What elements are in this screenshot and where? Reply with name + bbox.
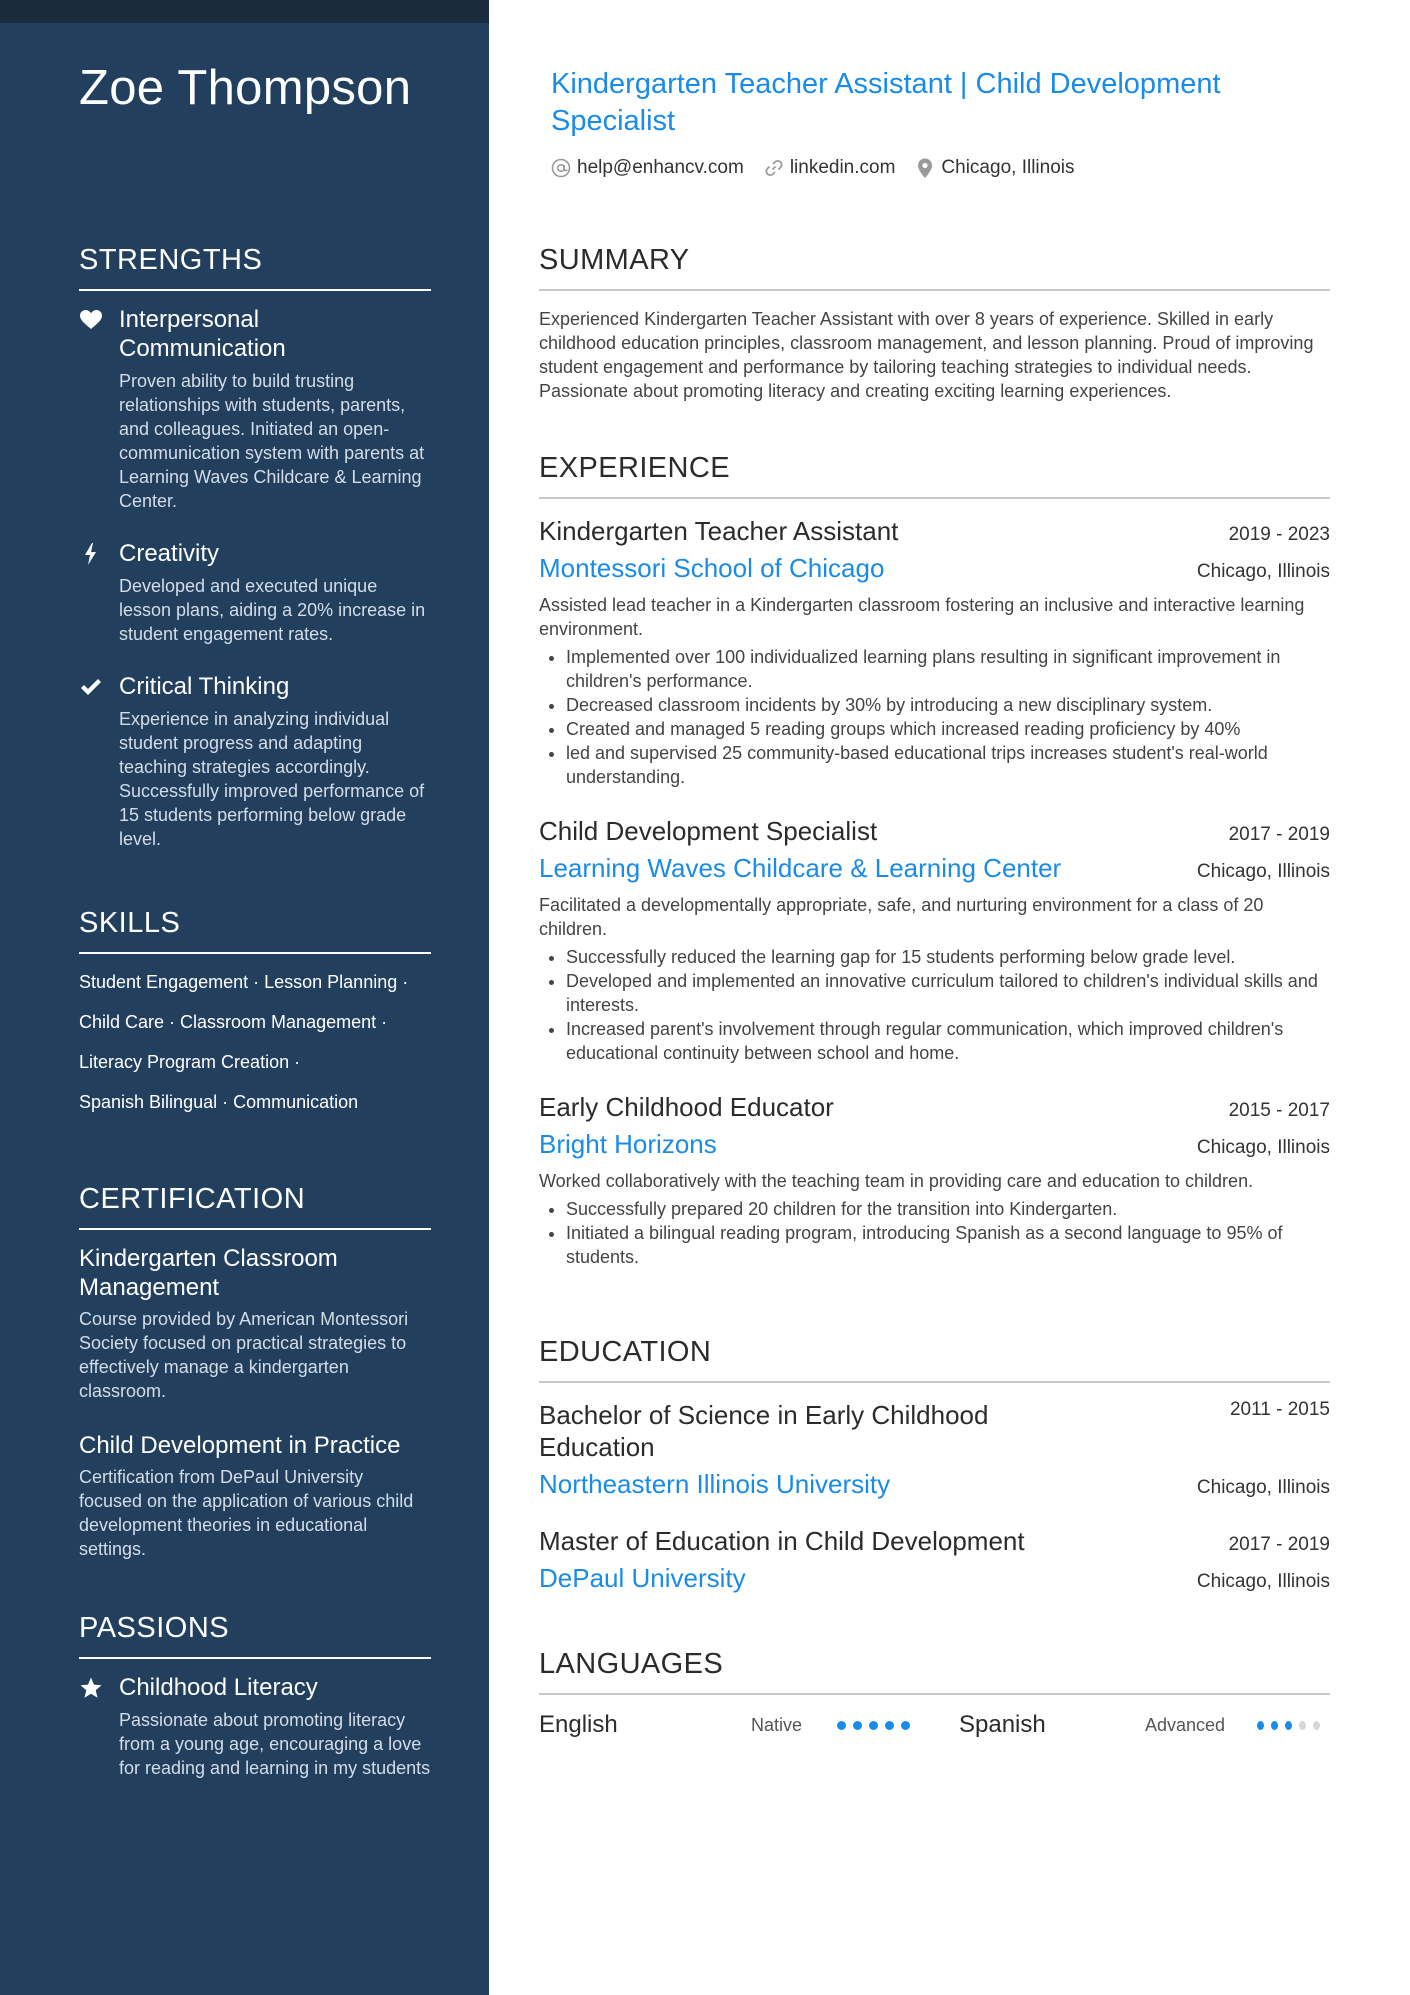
rating-dot-empty bbox=[1313, 1721, 1320, 1730]
job-company: Montessori School of Chicago bbox=[539, 553, 885, 583]
rating-dot-filled bbox=[885, 1721, 894, 1730]
language-rating bbox=[837, 1721, 949, 1730]
education-degree: Master of Education in Child Development bbox=[539, 1526, 1025, 1556]
certification-title: Child Development in Practice bbox=[79, 1432, 401, 1459]
strength-description: Proven ability to build trusting relationships with students, parents, and colleagues. Initiated an open-communication system with parents at Learning Waves Childcare & Learning Center. bbox=[119, 371, 425, 511]
skills-line: Child Care · Classroom Management · bbox=[79, 1012, 388, 1032]
job-bullet: • Successfully reduced the learning gap for 15 students performing below grade level. bbox=[566, 945, 1330, 969]
certification-description: Course provided by American Montessori Society focused on practical strategies to effectively manage a kindergarten classroom. bbox=[79, 1309, 409, 1401]
job-bullet: • led and supervised 25 community-based educational trips increases student's real-world understanding. bbox=[566, 741, 1330, 789]
heart-icon bbox=[79, 308, 103, 332]
language-name: English bbox=[539, 1711, 618, 1738]
rating-dot-empty bbox=[1299, 1721, 1306, 1730]
rating-dot-filled bbox=[869, 1721, 878, 1730]
strength-description: Experience in analyzing individual student progress and adapting teaching strategies accordingly. Successfully improved performance of 15 students performing below grade level. bbox=[119, 709, 425, 849]
job-title: Kindergarten Teacher Assistant bbox=[539, 516, 899, 546]
rating-dot-filled bbox=[1285, 1721, 1292, 1730]
summary-text: Experienced Kindergarten Teacher Assistant with over 8 years of experience. Skilled in early childhood education principles, classroom management, and lesson planning. Proud of improving student engagement and performance by tailoring teaching strategies to individual needs. Passionate about promoting literacy and creating exciting learning experiences. bbox=[539, 309, 1314, 401]
language-level: Native bbox=[751, 1714, 803, 1735]
education-degree: Bachelor of Science in Early Childhood Education bbox=[539, 1400, 989, 1462]
job-dates: 2015 - 2017 bbox=[1228, 1100, 1330, 1121]
contact-linkedin-text: linkedin.com bbox=[789, 157, 896, 178]
job-location: Chicago, Illinois bbox=[1196, 1137, 1330, 1158]
passion-description: Passionate about promoting literacy from a young age, encouraging a love for reading and learning in my students bbox=[119, 1710, 431, 1778]
job-company: Learning Waves Childcare & Learning Center bbox=[539, 853, 1062, 883]
skills-line: Spanish Bilingual · Communication bbox=[79, 1092, 359, 1112]
job-bullet: • Decreased classroom incidents by 30% by introducing a new disciplinary system. bbox=[566, 693, 1330, 717]
education-section bbox=[539, 1336, 1330, 1619]
language-name: Spanish bbox=[959, 1711, 1046, 1738]
contact-row bbox=[551, 157, 1095, 179]
headline: Kindergarten Teacher Assistant | Child Development Specialist bbox=[551, 68, 1221, 137]
job-description: Facilitated a developmentally appropriate, safe, and nurturing environment for a class of 20 children. bbox=[539, 895, 1264, 939]
experience-heading: EXPERIENCE bbox=[539, 452, 1330, 499]
job-bullet: • Increased parent's involvement through regular communication, which improved children's educational continuity between school and home. bbox=[566, 1017, 1330, 1065]
location-pin-icon bbox=[915, 157, 935, 179]
contact-location-text: Chicago, Illinois bbox=[941, 157, 1075, 178]
rating-dot-filled bbox=[837, 1721, 846, 1730]
skills-section bbox=[79, 907, 431, 1130]
job-bullet: • Developed and implemented an innovative curriculum tailored to children's individual skills and interests. bbox=[566, 969, 1330, 1017]
certification-item bbox=[79, 1431, 431, 1561]
rating-dot-filled bbox=[1271, 1721, 1278, 1730]
contact-email[interactable] bbox=[551, 157, 744, 179]
sidebar-top-band bbox=[0, 0, 489, 23]
at-icon bbox=[551, 158, 571, 178]
job-bullet: • Successfully prepared 20 children for the transition into Kindergarten. bbox=[566, 1197, 1330, 1221]
education-heading: EDUCATION bbox=[539, 1336, 1330, 1383]
check-icon bbox=[79, 675, 103, 699]
skills-heading: SKILLS bbox=[79, 907, 431, 954]
education-entry bbox=[539, 1525, 1330, 1595]
job-entry bbox=[539, 515, 1330, 789]
summary-section bbox=[539, 244, 1330, 403]
job-title: Child Development Specialist bbox=[539, 816, 878, 846]
job-description: Assisted lead teacher in a Kindergarten classroom fostering an inclusive and interactive learning environment. bbox=[539, 595, 1305, 639]
strength-item bbox=[79, 672, 431, 851]
bolt-icon bbox=[79, 542, 103, 566]
education-school: DePaul University bbox=[539, 1563, 746, 1593]
languages-row bbox=[539, 1711, 1330, 1739]
experience-section bbox=[539, 452, 1330, 1295]
certification-title: Kindergarten Classroom Management bbox=[79, 1245, 338, 1301]
candidate-name: Zoe Thompson bbox=[79, 61, 412, 115]
job-bullet: • Created and managed 5 reading groups which increased reading proficiency by 40% bbox=[566, 717, 1330, 741]
education-location: Chicago, Illinois bbox=[1196, 1571, 1330, 1592]
job-bullets bbox=[539, 945, 1330, 1065]
rating-dot-filled bbox=[853, 1721, 862, 1730]
skills-line: Literacy Program Creation · bbox=[79, 1052, 301, 1072]
language-level: Advanced bbox=[1145, 1714, 1226, 1735]
certification-section bbox=[79, 1183, 431, 1589]
languages-section bbox=[539, 1648, 1330, 1739]
education-entry bbox=[539, 1399, 1330, 1501]
job-bullets bbox=[539, 645, 1330, 789]
rating-dot-filled bbox=[1257, 1721, 1264, 1730]
job-bullet: • Initiated a bilingual reading program, introducing Spanish as a second language to 95% of students. bbox=[566, 1221, 1330, 1269]
education-school: Northeastern Illinois University bbox=[539, 1469, 891, 1499]
job-dates: 2019 - 2023 bbox=[1228, 524, 1330, 545]
rating-dot-filled bbox=[901, 1721, 910, 1730]
strength-description: Developed and executed unique lesson plans, aiding a 20% increase in student engagement rates. bbox=[119, 576, 426, 644]
strength-title: Critical Thinking bbox=[119, 673, 290, 700]
skills-line: Student Engagement · Lesson Planning · bbox=[79, 972, 409, 992]
passion-item bbox=[79, 1673, 431, 1780]
contact-location bbox=[915, 157, 1074, 179]
summary-heading: SUMMARY bbox=[539, 244, 1330, 291]
strength-title: Creativity bbox=[119, 540, 220, 567]
language-rating bbox=[1257, 1721, 1327, 1730]
education-dates: 2017 - 2019 bbox=[1228, 1534, 1330, 1555]
sidebar bbox=[0, 0, 489, 1995]
job-bullets bbox=[539, 1197, 1330, 1269]
education-location: Chicago, Illinois bbox=[1196, 1477, 1330, 1498]
job-dates: 2017 - 2019 bbox=[1228, 824, 1330, 845]
strengths-section bbox=[79, 244, 431, 877]
strength-title: Interpersonal Communication bbox=[119, 306, 286, 362]
job-location: Chicago, Illinois bbox=[1196, 561, 1330, 582]
job-entry bbox=[539, 815, 1330, 1065]
certification-heading: CERTIFICATION bbox=[79, 1183, 431, 1230]
job-bullet: • Implemented over 100 individualized learning plans resulting in significant improvement in children's performance. bbox=[566, 645, 1330, 693]
strengths-heading: STRENGTHS bbox=[79, 244, 431, 291]
star-icon bbox=[79, 1676, 103, 1700]
job-title: Early Childhood Educator bbox=[539, 1092, 834, 1122]
passions-heading: PASSIONS bbox=[79, 1612, 431, 1659]
contact-linkedin[interactable] bbox=[764, 157, 896, 179]
contact-email-text: help@enhancv.com bbox=[577, 157, 744, 178]
strength-item bbox=[79, 539, 431, 646]
job-description: Worked collaboratively with the teaching team in providing care and education to children. bbox=[539, 1171, 1254, 1191]
passion-title: Childhood Literacy bbox=[119, 1674, 318, 1701]
job-entry bbox=[539, 1091, 1330, 1269]
certification-item bbox=[79, 1244, 431, 1403]
job-company: Bright Horizons bbox=[539, 1129, 717, 1159]
education-dates: 2011 - 2015 bbox=[1229, 1399, 1330, 1420]
strength-item bbox=[79, 305, 431, 513]
languages-heading: LANGUAGES bbox=[539, 1648, 1330, 1695]
passions-section bbox=[79, 1612, 431, 1806]
certification-description: Certification from DePaul University focused on the application of various child development theories in educational settings. bbox=[79, 1467, 414, 1559]
job-location: Chicago, Illinois bbox=[1196, 861, 1330, 882]
link-icon bbox=[764, 158, 784, 178]
